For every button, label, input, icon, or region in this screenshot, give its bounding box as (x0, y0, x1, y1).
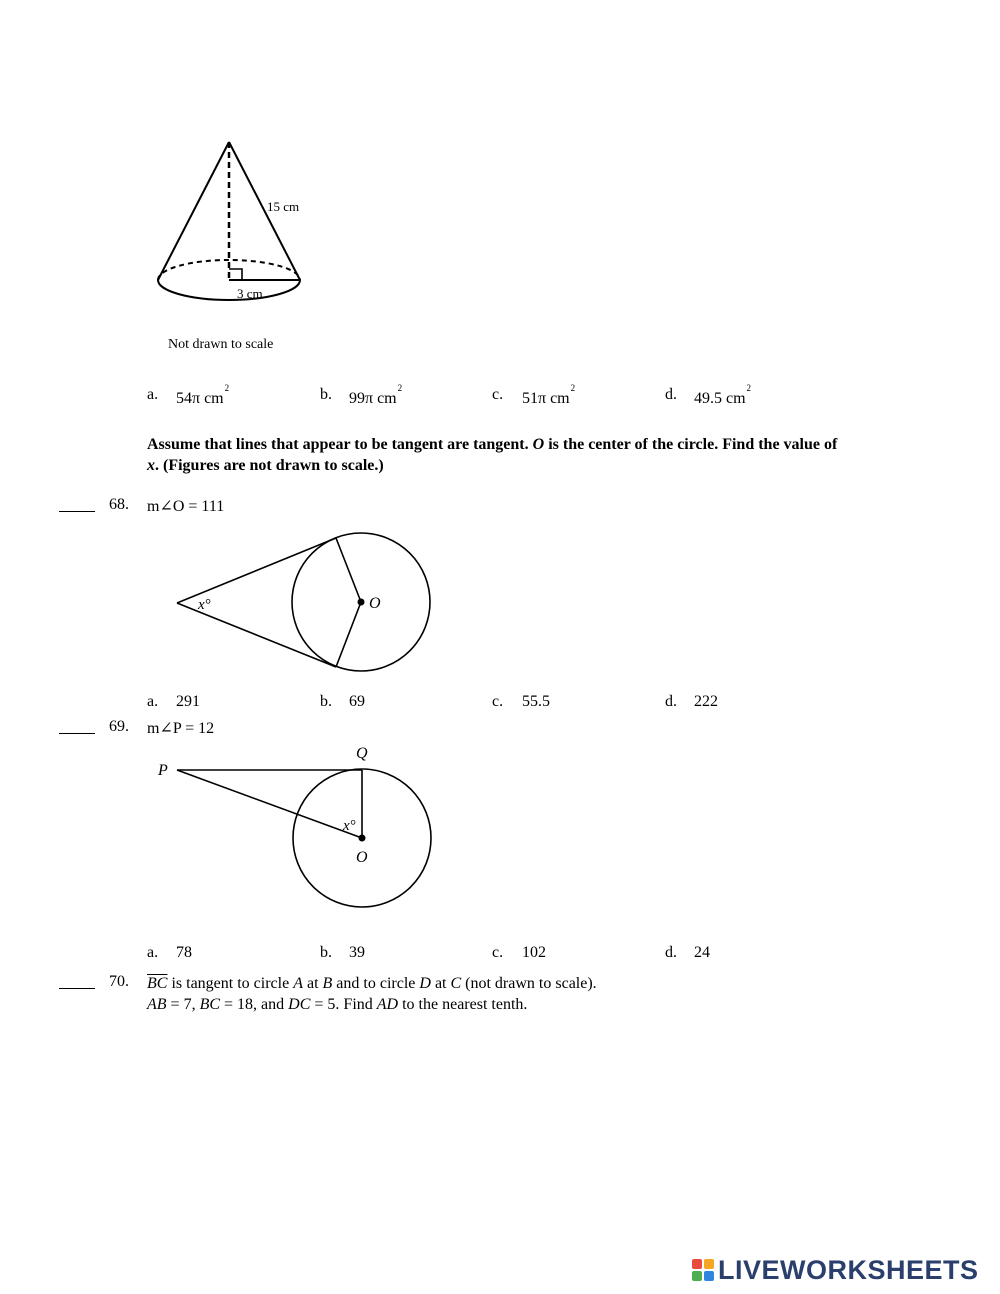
choice-value: 78 (176, 944, 192, 961)
logo-icon (692, 1259, 714, 1281)
q67-choice-a[interactable] (147, 386, 158, 404)
choice-value: 55.5 (522, 693, 550, 710)
segment-bc: $\overline{BC}$ (147, 975, 168, 992)
cone-figure (150, 135, 320, 315)
logo-square-red (692, 1259, 702, 1269)
q69-p-label: P (158, 762, 168, 779)
q68-figure (170, 530, 440, 675)
q68-radius-top (336, 538, 361, 602)
q68-choice-d[interactable]: d. 222 (665, 693, 718, 710)
choice-value: 24 (694, 944, 710, 961)
q69-figure (150, 740, 440, 912)
logo-square-blue (704, 1271, 714, 1281)
q69-secant-po (177, 770, 362, 838)
choice-value: 291 (176, 693, 200, 710)
q69-center-label: O (356, 849, 368, 866)
q68-answer-blank[interactable] (59, 511, 95, 512)
q67-choice-c-value: 51π $cm^2$ (522, 383, 576, 407)
q68-choice-a[interactable]: a. 291 (147, 693, 200, 710)
q69-given: m∠P = 12 (147, 720, 215, 737)
radius-label: 3 cm (237, 286, 263, 301)
q70-prompt: $\overline{BC}$ is tangent to circle A at B and to circle D at C (not drawn to scale). AB = 7, BC = 18, and DC = 5. Find AD to the nearest tenth. (147, 975, 597, 1013)
q70-number: 70. (109, 973, 129, 990)
q67-choice-a-value: 54π $cm^2$ (176, 383, 230, 407)
right-angle-mark (229, 269, 242, 280)
q67-choice-d-value: 49.5 $cm^2$ (694, 383, 752, 407)
q68-number: 68. (109, 496, 129, 513)
q67-choice-c[interactable] (492, 386, 503, 404)
q68-tangent-top (177, 538, 336, 603)
choice-letter: d. (665, 386, 677, 403)
choice-letter: a. (147, 386, 159, 403)
q69-choice-a[interactable]: a. 78 (147, 944, 192, 961)
q68-center-dot (358, 599, 365, 606)
q68-angle-label: x° (198, 597, 211, 613)
q69-angle-label: x° (343, 818, 356, 834)
section-instructions: Assume that lines that appear to be tangent are tangent. O is the center of the circle. Find the value of x. (Figures are not drawn to scale.) (147, 436, 838, 474)
cone-caption: Not drawn to scale (168, 337, 274, 352)
logo-text: LIVEWORKSHEETS (718, 1254, 979, 1285)
q69-answer-blank[interactable] (59, 733, 95, 734)
q69-q-label: Q (356, 745, 368, 762)
q67-choice-b[interactable] (320, 386, 332, 404)
choice-value: 69 (349, 693, 365, 710)
q69-choice-b[interactable]: b. 39 (320, 944, 365, 961)
q68-center-label: O (369, 595, 381, 612)
q68-radius-bottom (336, 602, 361, 667)
cone-base-front (158, 280, 300, 300)
q69-center-dot (359, 835, 366, 842)
q70-answer-blank[interactable] (59, 988, 95, 989)
q69-number: 69. (109, 718, 129, 735)
choice-value: 102 (522, 944, 546, 961)
q69-choice-d[interactable]: d. 24 (665, 944, 710, 961)
q67-choice-d[interactable] (665, 386, 677, 404)
q68-choice-b[interactable]: b. 69 (320, 693, 365, 710)
slant-label: 15 cm (267, 199, 300, 214)
q68-given: m∠O = 111 (147, 498, 225, 515)
logo-square-green (692, 1271, 702, 1281)
q69-choice-c[interactable]: c. 102 (492, 944, 546, 961)
choice-letter: c. (492, 386, 504, 403)
q67-choice-b-value: 99π $cm^2$ (349, 383, 403, 407)
q68-choice-c[interactable]: c. 55.5 (492, 693, 550, 710)
choice-value: 222 (694, 693, 718, 710)
choice-value: 39 (349, 944, 365, 961)
liveworksheets-logo[interactable] (692, 1254, 979, 1286)
logo-square-orange (704, 1259, 714, 1269)
choice-letter: b. (320, 386, 332, 403)
